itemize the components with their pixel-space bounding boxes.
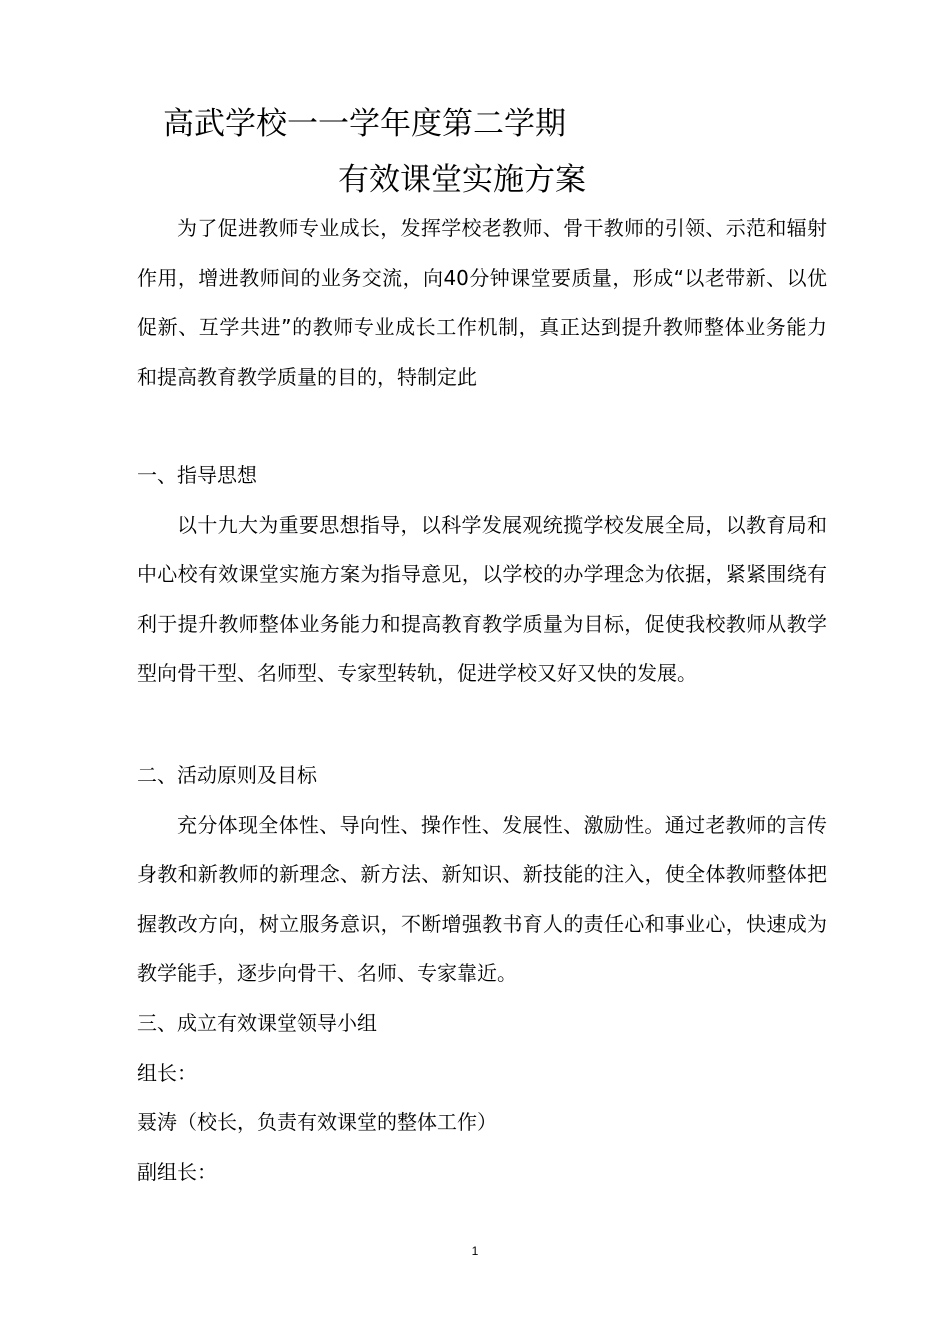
intro-paragraph: 为了促进教师专业成长，发挥学校老教师、骨干教师的引领、示范和辐射作用，增进教师间的业务交流，向40分钟课堂要质量，形成“以老带新、以优促新、互学共进”的教师专业成长工作机制，真正达到提升教师整体业务能力和提高教育教学质量的目的，特制定此 bbox=[137, 216, 827, 389]
section-2-heading: 二、活动原则及目标 bbox=[137, 763, 317, 787]
deputy-label: 副组长： bbox=[137, 1159, 217, 1184]
section-1-heading: 一、指导思想 bbox=[137, 463, 257, 487]
document-title-line-2: 有效课堂实施方案 bbox=[338, 162, 586, 198]
section-1-paragraph: 以十九大为重要思想指导，以科学发展观统揽学校发展全局，以教育局和中心校有效课堂实施方案为指导意见，以学校的办学理念为依据，紧紧围绕有利于提升教师整体业务能力和提高教育教学质量为目标，促使我校教师从教学型向骨干型、名师型、专家型转轨，促进学校又好又快的发展。 bbox=[137, 512, 827, 686]
section-3-heading: 三、成立有效课堂领导小组 bbox=[137, 1011, 377, 1035]
section-2-paragraph: 充分体现全体性、导向性、操作性、发展性、激励性。通过老教师的言传身教和新教师的新理念、新方法、新知识、新技能的注入，使全体教师整体把握教改方向，树立服务意识，不断增强教书育人的责任心和事业心，快速成为教学能手，逐步向骨干、名师、专家靠近。 bbox=[137, 812, 827, 986]
page-number: 1 bbox=[471, 1244, 479, 1258]
document-title-line-1: 高武学校一一学年度第二学期 bbox=[163, 106, 566, 142]
leader-label: 组长： bbox=[137, 1060, 197, 1085]
leader-entry: 聂涛（校长，负责有效课堂的整体工作） bbox=[137, 1110, 497, 1135]
section-1 bbox=[137, 451, 827, 699]
section-2 bbox=[137, 751, 827, 999]
section-3 bbox=[137, 999, 827, 1197]
intro-block bbox=[137, 204, 827, 402]
